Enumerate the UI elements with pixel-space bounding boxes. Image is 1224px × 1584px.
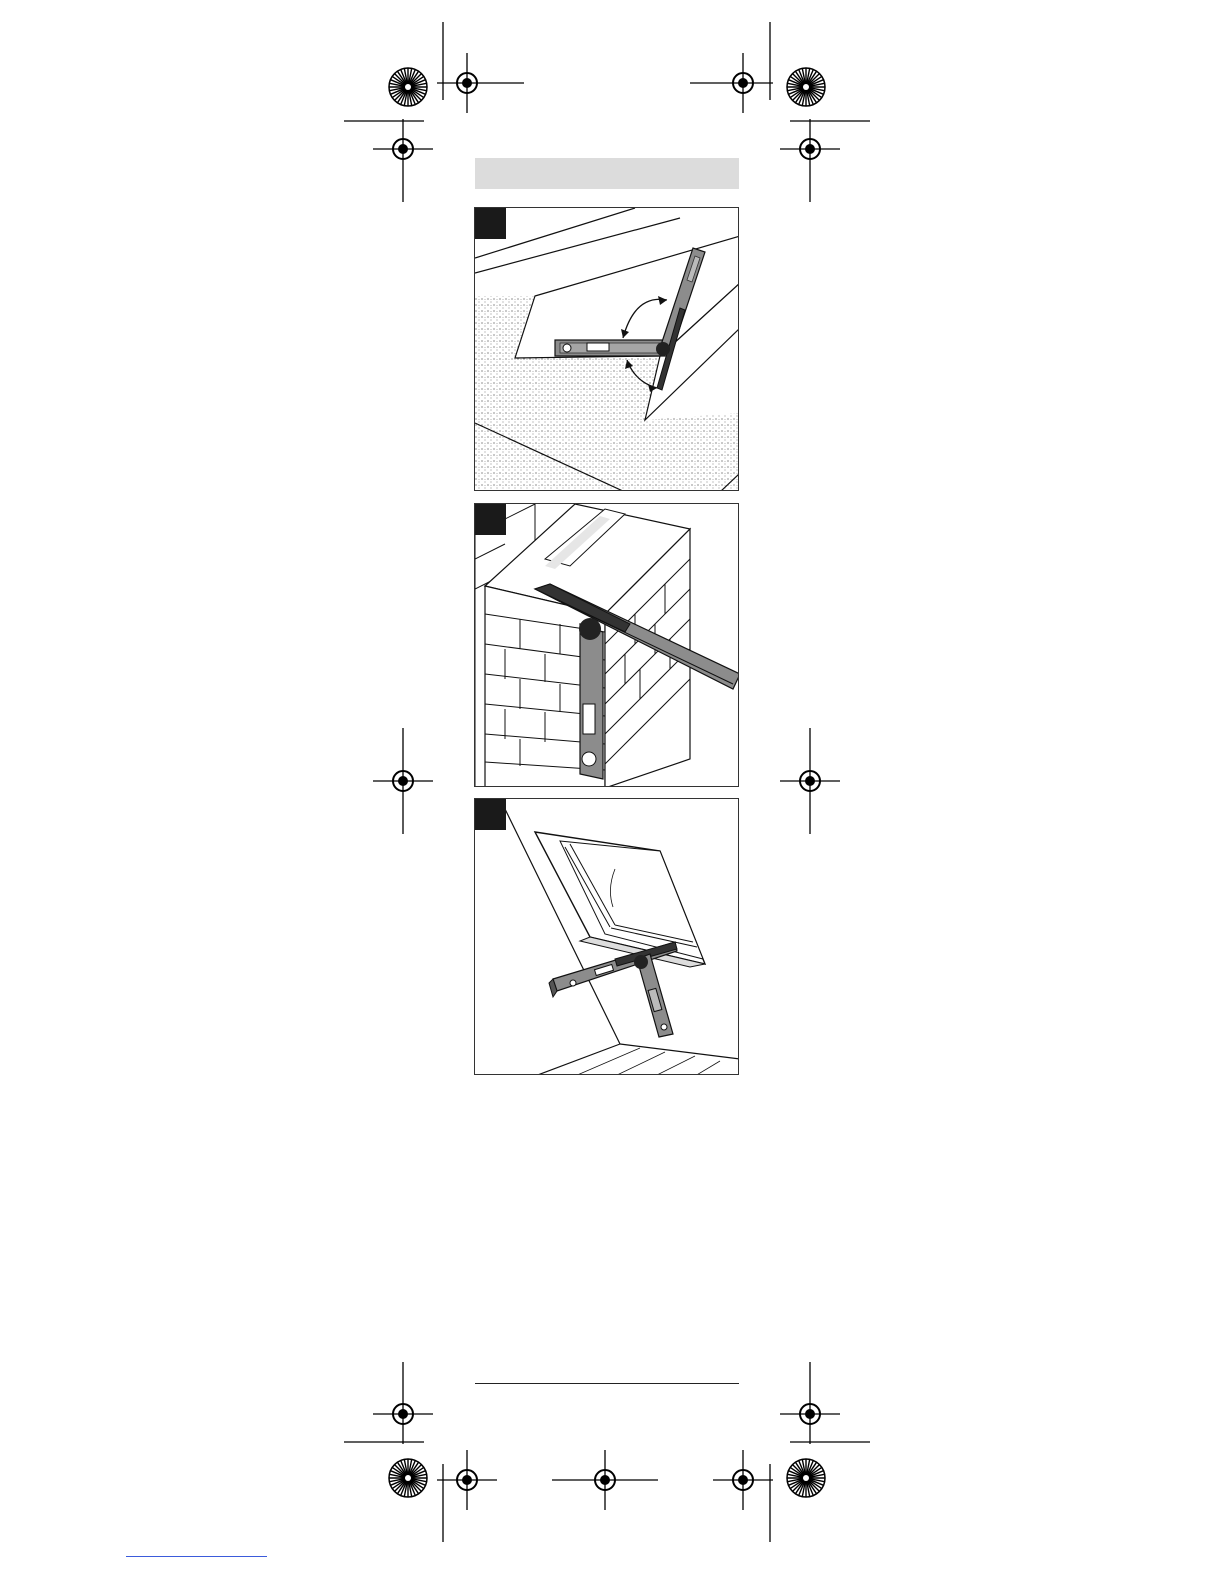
figure-2-panel	[474, 503, 739, 787]
figure-3-badge	[475, 799, 506, 830]
header-bar	[475, 158, 739, 189]
figure-3-panel	[474, 798, 739, 1075]
footer-rule	[475, 1383, 739, 1384]
footer-text	[475, 1390, 739, 1406]
figure-3-illustration	[475, 799, 739, 1075]
figure-2-illustration	[475, 504, 739, 787]
figure-2-badge	[475, 504, 506, 535]
figure-1-badge	[475, 208, 506, 239]
figure-1-illustration	[475, 208, 739, 491]
underline-mark	[126, 1556, 267, 1557]
figure-1-panel	[474, 207, 739, 491]
